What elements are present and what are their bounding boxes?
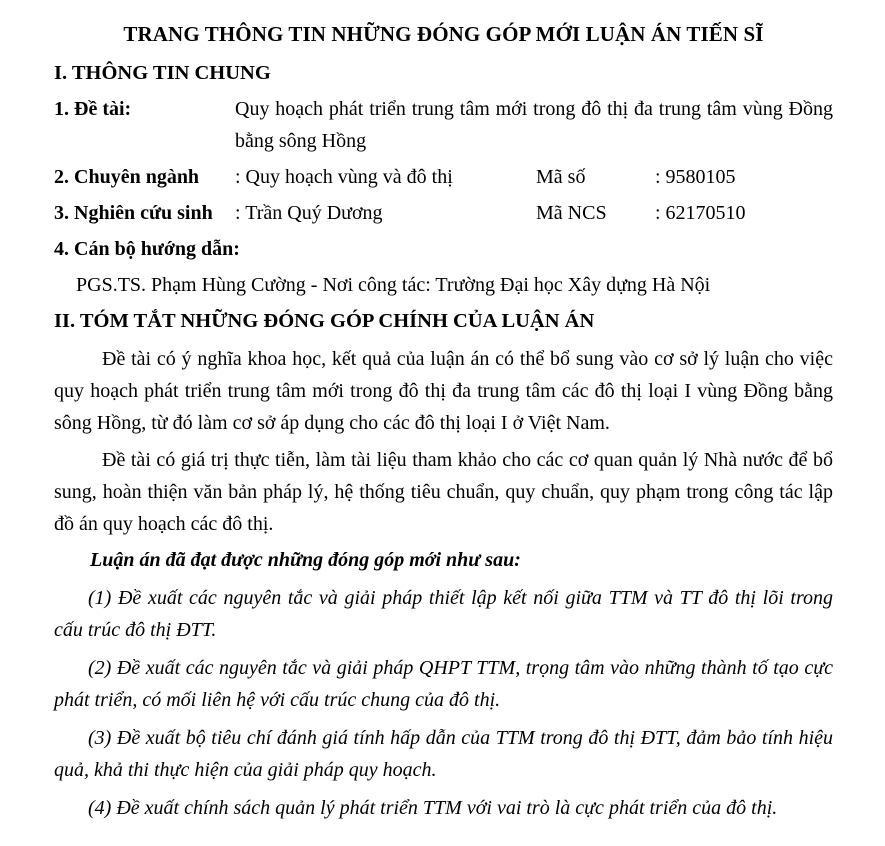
student-row [54, 197, 833, 229]
student-label: 3. Nghiên cứu sinh [54, 202, 213, 224]
section-heading-general-info: I. THÔNG TIN CHUNG [54, 62, 271, 84]
section-heading-summary: II. TÓM TẮT NHỮNG ĐÓNG GÓP CHÍNH CỦA LUẬN ÁN [54, 310, 595, 332]
major-row [54, 161, 833, 193]
summary-paragraph-practical: Đề tài có giá trị thực tiễn, làm tài liệu tham khảo cho các cơ quan quản lý Nhà nước để bổ sung, hoàn thiện văn bản pháp lý, hệ thống tiêu chuẩn, quy chuẩn, quy phạm trong công tác lập đồ án quy hoạch các đô thị. [54, 449, 833, 535]
contribution-item: (1) Đề xuất các nguyên tắc và giải pháp thiết lập kết nối giữa TTM và TT đô thị lõi trong cấu trúc đô thị ĐTT. [54, 587, 833, 641]
document-title: TRANG THÔNG TIN NHỮNG ĐÓNG GÓP MỚI LUẬN ÁN TIẾN SĨ [123, 22, 764, 46]
student-code-value: : 62170510 [655, 202, 746, 224]
student-value: : Trần Quý Dương [235, 202, 383, 224]
topic-row [54, 93, 833, 157]
major-code-value: : 9580105 [655, 166, 736, 188]
contribution-item: (3) Đề xuất bộ tiêu chí đánh giá tính hấp dẫn của TTM trong đô thị ĐTT, đảm bảo tính hiệu quả, khả thi thực hiện của giải pháp quy hoạch. [54, 727, 833, 781]
major-code-label: Mã số [536, 166, 586, 188]
contribution-item: (4) Đề xuất chính sách quản lý phát triển TTM với vai trò là cực phát triển của đô thị. [88, 797, 778, 819]
advisor-value: PGS.TS. Phạm Hùng Cường - Nơi công tác: Trường Đại học Xây dựng Hà Nội [76, 274, 711, 296]
contributions-intro: Luận án đã đạt được những đóng góp mới như sau: [90, 549, 521, 571]
contribution-item: (2) Đề xuất các nguyên tắc và giải pháp QHPT TTM, trọng tâm vào những thành tố tạo cực phát triển, có mối liên hệ với cấu trúc chung của đô thị. [54, 657, 833, 711]
advisor-label: 4. Cán bộ hướng dẫn: [54, 238, 240, 260]
topic-value: Quy hoạch phát triển trung tâm mới trong đô thị đa trung tâm vùng Đồng bằng sông Hồng [235, 98, 833, 152]
major-label: 2. Chuyên ngành [54, 166, 200, 188]
student-code-label: Mã NCS [536, 202, 607, 224]
topic-label: 1. Đề tài: [54, 98, 132, 120]
major-value: : Quy hoạch vùng và đô thị [235, 166, 453, 188]
summary-paragraph-scientific: Đề tài có ý nghĩa khoa học, kết quả của luận án có thể bổ sung vào cơ sở lý luận cho việc quy hoạch phát triển trung tâm mới trong đô thị đa trung tâm các đô thị loại I vùng Đồng bằng sông Hồng, từ đó làm cơ sở áp dụng cho các đô thị loại I ở Việt Nam. [54, 348, 833, 434]
